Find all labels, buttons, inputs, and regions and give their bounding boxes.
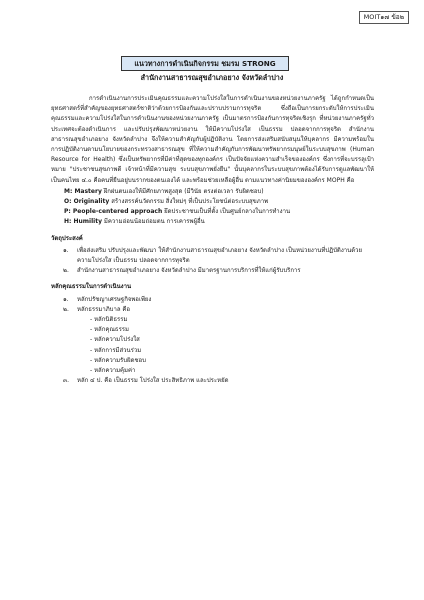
moph-term: H: Humility <box>64 218 103 226</box>
document-code: MOIT๑๗ ข้อ๒ <box>363 13 404 21</box>
objective-item <box>51 266 374 276</box>
moph-term: P: People-centered approach <box>64 208 163 216</box>
moph-value-o <box>51 197 374 207</box>
governance-item: - หลักความคุ้มค่า <box>90 367 136 375</box>
document-subtitle: สำนักงานสาธารณสุขอำเภอยาง จังหวัดลำปาง <box>140 73 284 82</box>
objective-text: สำนักงานสาธารณสุขอำเภอยาง จังหวัดลำปาง มีมาตรฐานการบริการที่ให้แก่ผู้รับบริการ <box>77 267 301 275</box>
principle-item <box>51 295 374 305</box>
principle-number: ๓. <box>63 377 70 385</box>
principle-number: ๑. <box>63 295 69 303</box>
document-code-box <box>359 11 409 24</box>
principle-number: ๒. <box>63 305 69 313</box>
intro-paragraph: การดำเนินงานการประเมินคุณธรรมและความโปร่งใสในการดำเนินงานของหน่วยงานภาครัฐ ได้ถูกกำหนดเป็นยุทธศาสตร์ที่สำคัญของยุทธศาสตร์ชาติว่าด้วยการป้องกันและปราบปรามการทุจริต ซึ่งถือเป็นการยกระดับให้การประเมินคุณธรรมและความโปร่งใสในการดำเนินงานของหน่วยงานภาครัฐ เป็นมาตรการป้องกันการทุจริตเชิงรุก ที่หน่วยงานภาครัฐทั่วประเทศจะต้องดำเนินการ และปรับปรุงพัฒนาหน่วยงาน ให้มีความโปร่งใส เป็นธรรม ปลอดจากการทุจริต สำนักงานสาธารณสุขอำเภอยาง จังหวัดลำปาง จึงให้ความสำคัญกับผู้ปฏิบัติงาน โดยการส่งเสริมสนับสนุนให้บุคลากร มีความพร้อมในการปฏิบัติงานตามนโยบายของกระทรวงสาธารณสุข ที่ให้ความสำคัญกับการพัฒนาทรัพยากรมนุษย์ในระบบสุขภาพ (Human Resource for Health) ซึ่งเป็นทรัพยากรที่มีค่าที่สุดของทุกองค์กร เป็นปัจจัยแห่งความสำเร็จขององค์กร ซึ่งการที่จะบรรลุเป้าหมาย "ประชาชนสุขภาพดี เจ้าหน้าที่มีความสุข ระบบสุขภาพยั่งยืน" นั้นบุคลากรในระบบสุขภาพต้องได้รับการดูแลพัฒนาให้เป็นคนไทย ๔.๐ คือคนที่ยืนอยู่บนรากของตนเองได้ และพร้อมช่วยเหลือผู้อื่น ตามแนวทางค่านิยมขององค์กร MOPH คือ <box>51 95 374 184</box>
moph-values <box>51 187 374 228</box>
document-body <box>51 94 374 386</box>
principle-text: หลัก ๔ ป. คือ เป็นธรรม โปร่งใส ประสิทธิภาพ และประหยัด <box>77 377 229 385</box>
principle-item <box>51 376 374 386</box>
governance-item: - หลักคุณธรรม <box>90 326 129 334</box>
moph-desc: ฝึกฝนตนเองให้มีศักยภาพสูงสุด (มีวินัย ตรงต่อเวลา รับผิดชอบ) <box>101 187 264 195</box>
principle-item <box>51 305 374 315</box>
document-title: แนวทางการดำเนินกิจกรรม ชมรม STRONG <box>134 59 276 68</box>
moph-desc: ยึดประชาชนเป็นที่ตั้ง เป็นศูนย์กลางในการทำงาน <box>162 208 291 216</box>
good-governance-list <box>51 315 374 376</box>
moph-desc: สร้างสรรค์นวัตกรรม สิ่งใหม่ๆ ที่เป็นประโยชน์ต่อระบบสุขภาพ <box>109 198 269 206</box>
principles-heading: หลักคุณธรรมในการดำเนินงาน <box>51 283 132 291</box>
objective-number: ๒. <box>63 267 69 275</box>
objectives-heading: วัตถุประสงค์ <box>51 234 83 242</box>
moph-value-m <box>51 187 374 197</box>
objective-number: ๑. <box>63 246 69 254</box>
objective-item <box>51 246 374 266</box>
governance-item: - หลักความรับผิดชอบ <box>90 356 146 364</box>
principle-text: หลักปรัชญาเศรษฐกิจพอเพียง <box>77 295 152 303</box>
title-box <box>121 56 289 71</box>
moph-value-p <box>51 207 374 217</box>
moph-term: M: Mastery <box>64 187 102 195</box>
objective-text: เพื่อส่งเสริม ปรับปรุงและพัฒนา ให้สำนักงานสาธารณสุขอำเภอยาง จังหวัดลำปาง เป็นหน่วยงานที่ปฏิบัติงานด้วยความโปร่งใส เป็นธรรม ปลอดจากการทุจริต <box>77 246 362 265</box>
governance-item: - หลักการมีส่วนร่วม <box>90 346 142 354</box>
moph-value-h <box>51 217 374 227</box>
principle-text: หลักธรรมาภิบาล คือ <box>77 305 131 313</box>
moph-term: O: Originality <box>64 198 110 206</box>
governance-item: - หลักนิติธรรม <box>90 316 128 324</box>
governance-item: - หลักความโปร่งใส <box>90 336 140 344</box>
moph-desc: มีความอ่อนน้อมถ่อมตน การเคารพผู้อื่น <box>102 218 205 226</box>
